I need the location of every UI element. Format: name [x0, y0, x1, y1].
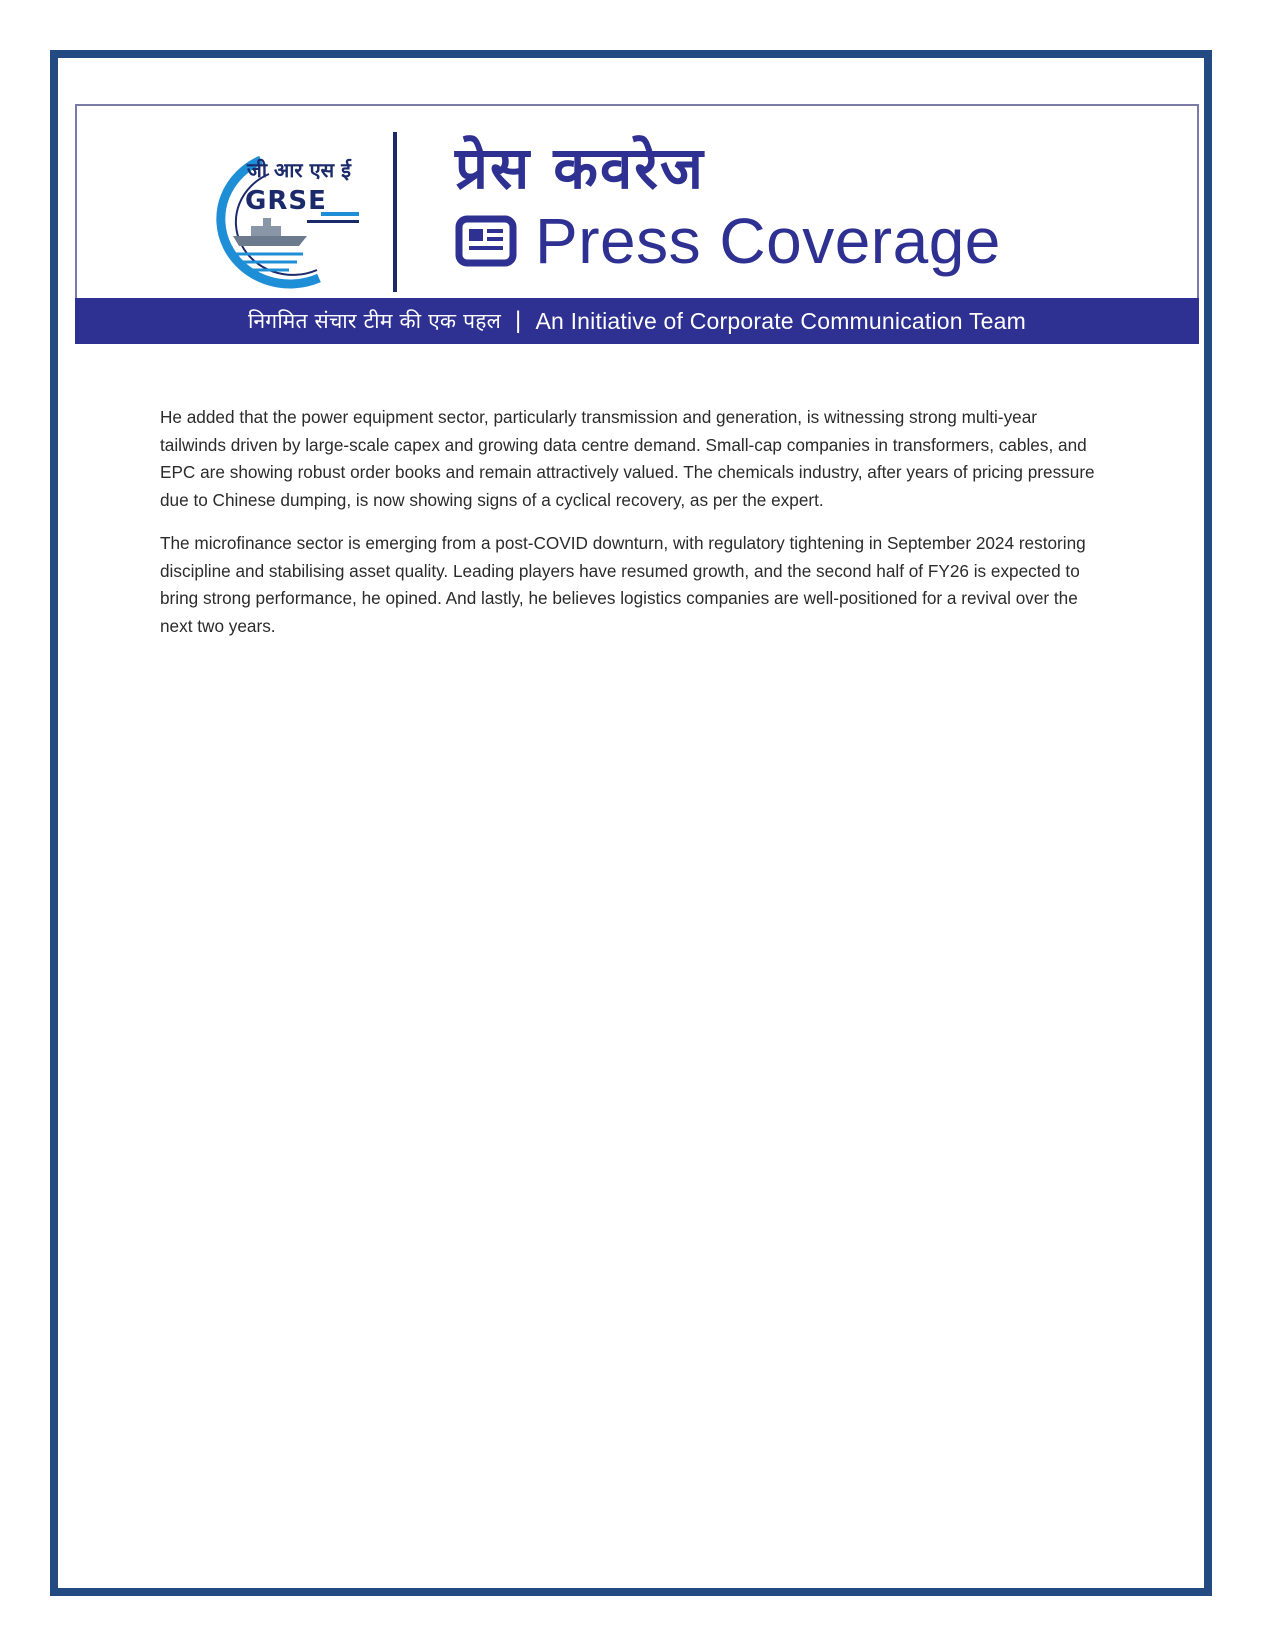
logo-grse-text: GRSE [245, 186, 327, 216]
article-paragraph: The microfinance sector is emerging from a post-COVID downturn, with regulatory tightening in September 2024 restoring discipline and stabilising asset quality. Leading players have resumed growth, and the second half of FY26 is expected to bring strong performance, he opined. And lastly, he believes logistics companies are well-positioned for a revival over the next two years. [160, 533, 1086, 636]
strip-hindi-text: निगमित संचार टीम की एक पहल [248, 309, 502, 333]
logo-hindi-text: जी आर एस ई [247, 158, 351, 182]
banner-header-panel [75, 104, 1199, 298]
title-hindi: प्रेस कवरेज [455, 134, 705, 202]
title-english-row [455, 204, 1001, 278]
header-divider [393, 132, 397, 292]
title-english: Press Coverage [535, 205, 1001, 277]
article-body [160, 404, 1100, 656]
newspaper-icon [455, 215, 517, 267]
strip-english-text: An Initiative of Corporate Communication Team [535, 307, 1026, 334]
press-coverage-banner [75, 104, 1199, 344]
article-paragraph: He added that the power equipment sector, particularly transmission and generation, is witnessing strong multi-year tailwinds driven by large-scale capex and growing data centre demand. Small-cap companies in transformers, cables, and EPC are showing robust order books and remain attractively valued. The chemicals industry, after years of pricing pressure due to Chinese dumping, is now showing signs of a cyclical recovery, as per the expert. [160, 407, 1095, 510]
strip-separator: | [515, 307, 522, 334]
banner-strip [75, 298, 1199, 344]
